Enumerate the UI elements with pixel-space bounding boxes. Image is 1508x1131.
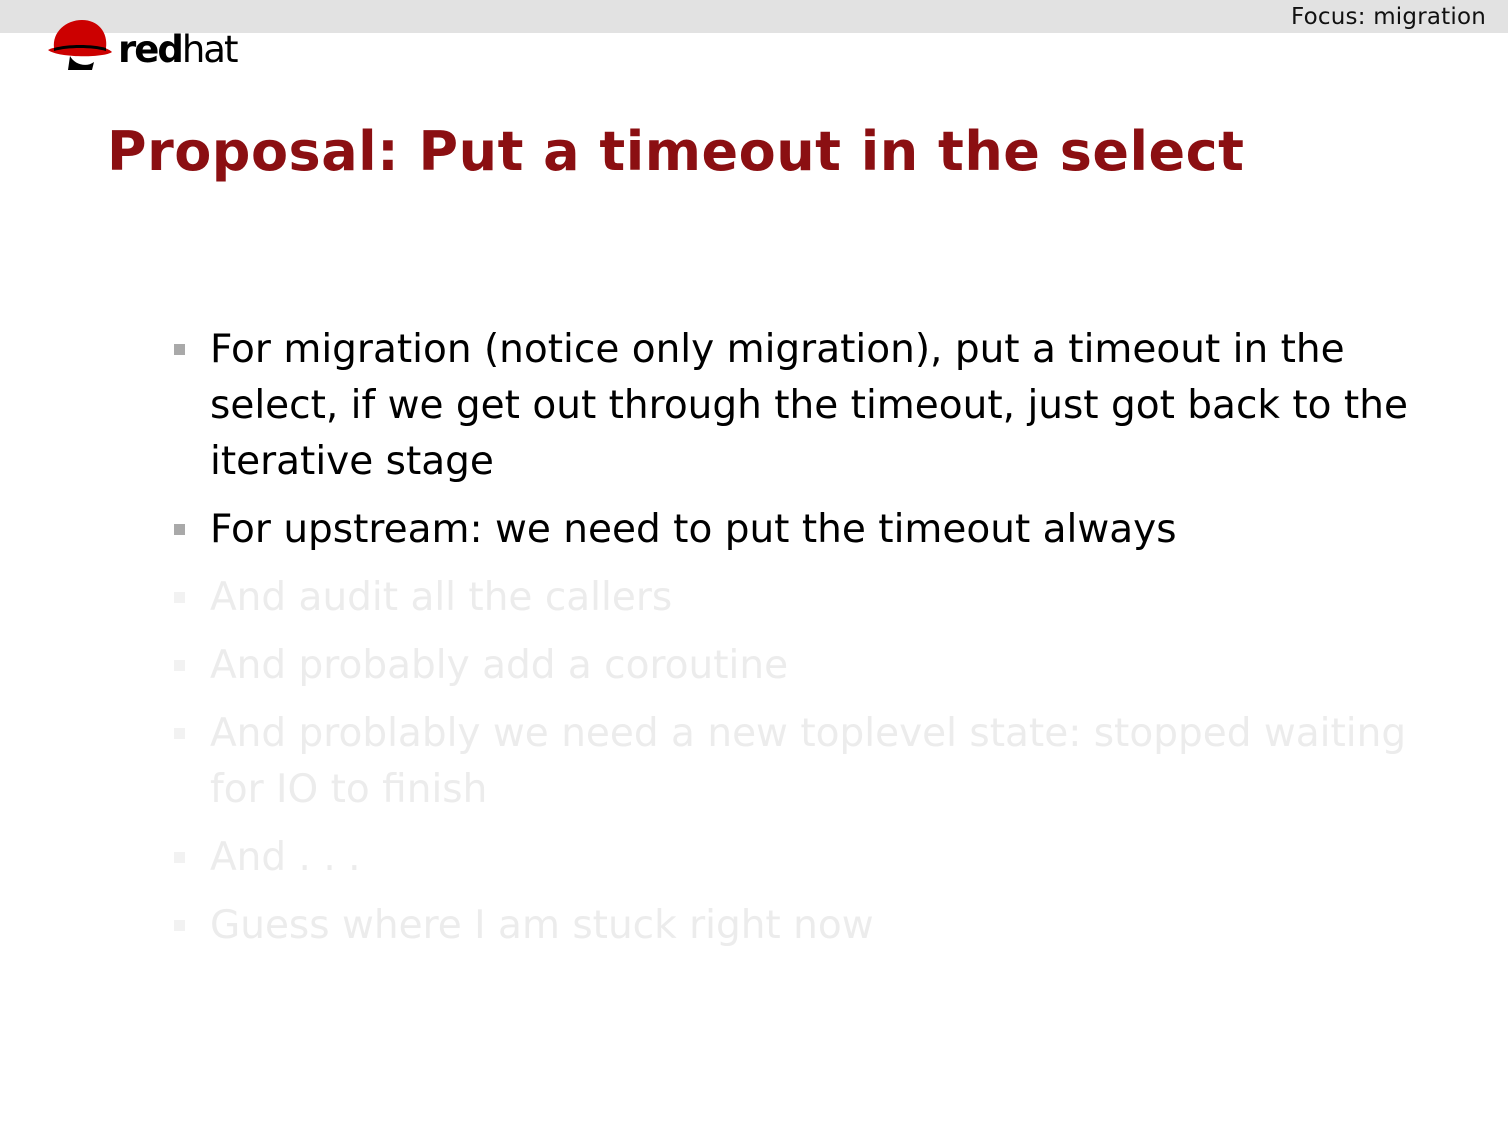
redhat-logo xyxy=(48,18,248,74)
bullet-square-icon xyxy=(174,660,185,671)
section-label: Focus: migration xyxy=(1291,4,1486,30)
slide-title: Proposal: Put a timeout in the select xyxy=(107,120,1245,183)
bullet-text: And probably add a coroutine xyxy=(210,643,789,688)
redhat-wordmark: redhat xyxy=(118,28,237,71)
bullet-item xyxy=(170,502,1420,558)
bullet-text: For upstream: we need to put the timeout always xyxy=(210,507,1177,552)
bullet-list xyxy=(170,322,1420,966)
redhat-shadowman-icon xyxy=(48,18,112,70)
bullet-text: Guess where I am stuck right now xyxy=(210,903,874,948)
bullet-item xyxy=(170,830,1420,886)
bullet-item xyxy=(170,570,1420,626)
bullet-square-icon xyxy=(174,524,185,535)
bullet-square-icon xyxy=(174,852,185,863)
bullet-item xyxy=(170,706,1420,818)
bullet-square-icon xyxy=(174,920,185,931)
bullet-square-icon xyxy=(174,728,185,739)
bullet-text: And . . . xyxy=(210,835,361,880)
bullet-item xyxy=(170,322,1420,490)
bullet-text: For migration (notice only migration), put a timeout in the select, if we get out through the timeout, just got back to the iterative stage xyxy=(210,327,1408,484)
bullet-square-icon xyxy=(174,592,185,603)
bullet-text: And problably we need a new toplevel state: stopped waiting for IO to finish xyxy=(210,711,1407,812)
bullet-item xyxy=(170,898,1420,954)
bullet-text: And audit all the callers xyxy=(210,575,673,620)
bullet-square-icon xyxy=(174,344,185,355)
bullet-item xyxy=(170,638,1420,694)
